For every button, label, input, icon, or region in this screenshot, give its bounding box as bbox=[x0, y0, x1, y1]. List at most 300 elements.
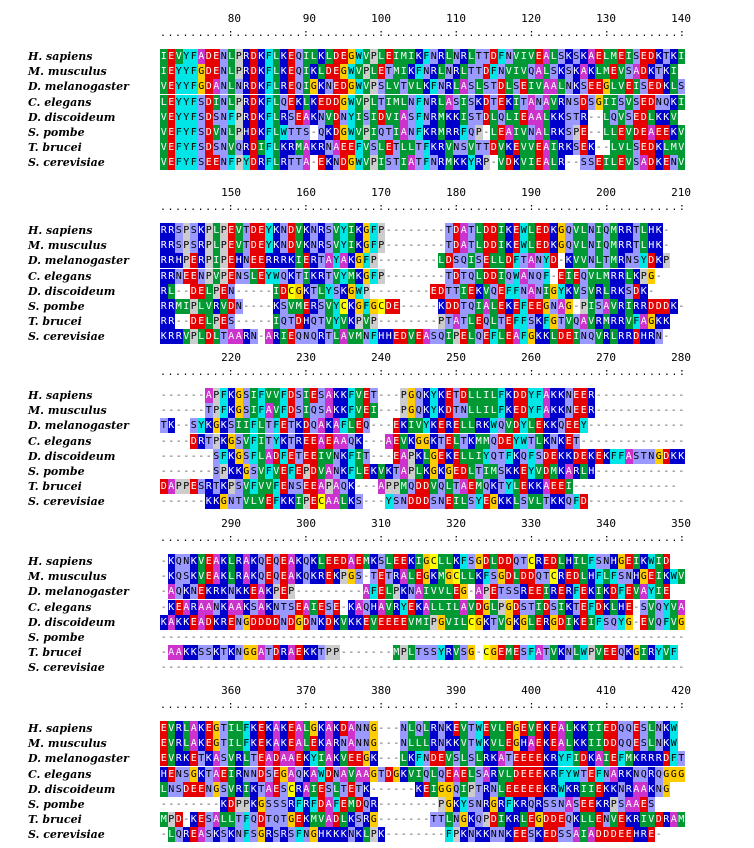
residue-cell: T bbox=[468, 66, 475, 78]
residue-cell: L bbox=[595, 66, 602, 78]
residue-cell: I bbox=[213, 255, 220, 267]
residue-cell: W bbox=[490, 420, 497, 432]
residue-cell: F bbox=[423, 157, 430, 169]
residue-cell: L bbox=[648, 738, 655, 750]
residue-cell: - bbox=[385, 814, 392, 826]
residue-cell: Y bbox=[183, 96, 190, 108]
residue-cell: I bbox=[640, 814, 647, 826]
residue-cell: K bbox=[310, 96, 317, 108]
residue-cell: N bbox=[655, 331, 662, 343]
residue-cell: D bbox=[340, 556, 347, 567]
sequence-row bbox=[160, 554, 670, 569]
residue-cell: N bbox=[220, 51, 227, 62]
residue-cell: S bbox=[265, 799, 272, 810]
residue-cell: F bbox=[190, 51, 197, 62]
residue-cell: E bbox=[498, 301, 505, 312]
residue-cell: L bbox=[648, 111, 655, 123]
residue-cell: D bbox=[273, 753, 280, 765]
residue-cell: K bbox=[543, 420, 550, 432]
residue-cell: G bbox=[438, 783, 445, 795]
residue-cell: A bbox=[303, 142, 310, 154]
residue-cell: D bbox=[543, 240, 550, 252]
residue-cell: S bbox=[550, 66, 557, 78]
residue-cell: S bbox=[378, 81, 385, 93]
residue-cell: - bbox=[505, 632, 512, 643]
sequence-row bbox=[160, 388, 685, 403]
residue-cell: A bbox=[295, 723, 302, 734]
residue-cell: K bbox=[580, 51, 587, 62]
residue-cell: - bbox=[160, 571, 167, 583]
residue-cell: R bbox=[318, 571, 325, 583]
residue-cell: F bbox=[505, 285, 512, 297]
residue-cell: T bbox=[288, 127, 295, 138]
residue-cell: - bbox=[340, 601, 347, 613]
residue-cell: P bbox=[205, 240, 212, 252]
ruler-tick-label: 140 bbox=[671, 12, 691, 25]
residue-cell: K bbox=[505, 142, 512, 154]
residue-cell: T bbox=[678, 753, 685, 765]
residue-cell: - bbox=[378, 723, 385, 734]
residue-cell: - bbox=[393, 255, 400, 267]
residue-cell: N bbox=[198, 270, 205, 282]
residue-cell: W bbox=[520, 435, 527, 447]
residue-cell: I bbox=[348, 240, 355, 252]
residue-cell: S bbox=[535, 450, 542, 462]
residue-cell: - bbox=[400, 225, 407, 236]
residue-cell: - bbox=[648, 466, 655, 477]
residue-cell: K bbox=[355, 616, 362, 628]
residue-cell: T bbox=[490, 81, 497, 93]
residue-cell: G bbox=[295, 616, 302, 628]
residue-cell: L bbox=[460, 571, 467, 583]
residue-cell: K bbox=[160, 331, 167, 343]
residue-cell: E bbox=[528, 301, 535, 312]
residue-cell: D bbox=[288, 405, 295, 417]
residue-cell: V bbox=[565, 316, 572, 328]
residue-cell: E bbox=[250, 255, 257, 267]
residue-cell: L bbox=[580, 225, 587, 236]
residue-cell: R bbox=[618, 225, 625, 236]
residue-cell: - bbox=[648, 632, 655, 643]
residue-cell: S bbox=[213, 466, 220, 477]
residue-cell: K bbox=[655, 111, 662, 123]
residue-cell: A bbox=[325, 466, 332, 477]
residue-cell: D bbox=[550, 556, 557, 567]
residue-cell: A bbox=[543, 157, 550, 169]
residue-cell: Q bbox=[363, 420, 370, 432]
residue-cell: E bbox=[468, 481, 475, 493]
residue-cell: D bbox=[483, 556, 490, 567]
residue-cell: K bbox=[220, 571, 227, 583]
alignment-block bbox=[0, 347, 754, 515]
residue-cell: R bbox=[235, 753, 242, 765]
residue-cell: T bbox=[415, 142, 422, 154]
residue-cell: K bbox=[648, 783, 655, 795]
ruler-tick-label: 130 bbox=[596, 12, 616, 25]
residue-cell: G bbox=[363, 225, 370, 236]
residue-cell: I bbox=[415, 556, 422, 567]
residue-cell: Q bbox=[490, 450, 497, 462]
residue-cell: R bbox=[438, 157, 445, 169]
residue-cell: - bbox=[190, 466, 197, 477]
residue-cell: R bbox=[498, 799, 505, 810]
residue-cell: R bbox=[318, 240, 325, 252]
residue-cell: H bbox=[648, 225, 655, 236]
sequence-row bbox=[160, 403, 685, 418]
residue-cell: - bbox=[670, 481, 677, 493]
residue-cell: - bbox=[355, 662, 362, 674]
residue-cell: E bbox=[648, 571, 655, 583]
residue-cell: Q bbox=[580, 270, 587, 282]
residue-cell: L bbox=[498, 783, 505, 795]
residue-cell: K bbox=[543, 753, 550, 765]
residue-cell: F bbox=[258, 405, 265, 417]
residue-cell: N bbox=[228, 586, 235, 598]
residue-cell: E bbox=[415, 331, 422, 343]
organism-label: C. elegans bbox=[28, 434, 92, 448]
residue-cell: E bbox=[550, 450, 557, 462]
residue-cell: N bbox=[175, 270, 182, 282]
residue-cell: E bbox=[595, 783, 602, 795]
residue-cell: N bbox=[228, 285, 235, 297]
residue-cell: S bbox=[588, 157, 595, 169]
residue-cell: D bbox=[303, 420, 310, 432]
residue-cell: - bbox=[438, 270, 445, 282]
residue-cell: R bbox=[265, 255, 272, 267]
residue-cell: - bbox=[603, 632, 610, 643]
residue-cell: E bbox=[228, 270, 235, 282]
residue-cell: A bbox=[228, 601, 235, 613]
residue-cell: E bbox=[640, 799, 647, 810]
residue-cell: Y bbox=[520, 420, 527, 432]
residue-cell: G bbox=[348, 571, 355, 583]
residue-cell: V bbox=[348, 331, 355, 343]
residue-cell: K bbox=[220, 435, 227, 447]
residue-cell: L bbox=[333, 331, 340, 343]
residue-cell: P bbox=[303, 466, 310, 477]
residue-cell: T bbox=[280, 814, 287, 826]
residue-cell: V bbox=[498, 768, 505, 780]
residue-cell: D bbox=[258, 616, 265, 628]
residue-cell: D bbox=[385, 768, 392, 780]
residue-cell: - bbox=[340, 632, 347, 643]
residue-cell: E bbox=[213, 157, 220, 169]
residue-cell: - bbox=[378, 390, 385, 401]
residue-cell: W bbox=[520, 240, 527, 252]
residue-cell: Q bbox=[280, 316, 287, 328]
residue-cell: E bbox=[265, 496, 272, 508]
residue-cell: E bbox=[325, 571, 332, 583]
residue-cell: - bbox=[655, 481, 662, 493]
residue-cell: V bbox=[340, 316, 347, 328]
residue-cell: K bbox=[558, 390, 565, 401]
residue-cell: E bbox=[348, 753, 355, 765]
residue-cell: V bbox=[288, 301, 295, 312]
residue-cell: N bbox=[558, 799, 565, 810]
residue-cell: V bbox=[295, 240, 302, 252]
residue-cell: - bbox=[400, 285, 407, 297]
residue-cell: M bbox=[160, 814, 167, 826]
residue-cell: R bbox=[595, 285, 602, 297]
residue-cell: - bbox=[678, 496, 685, 508]
residue-cell: W bbox=[513, 270, 520, 282]
residue-cell: D bbox=[483, 240, 490, 252]
residue-cell: E bbox=[198, 586, 205, 598]
residue-cell: G bbox=[648, 270, 655, 282]
residue-cell: E bbox=[475, 316, 482, 328]
residue-cell: M bbox=[295, 301, 302, 312]
residue-cell: K bbox=[573, 738, 580, 750]
residue-cell: Q bbox=[505, 270, 512, 282]
residue-cell: T bbox=[490, 96, 497, 108]
residue-cell: E bbox=[565, 331, 572, 343]
residue-cell: D bbox=[633, 127, 640, 138]
residue-cell: T bbox=[393, 157, 400, 169]
residue-cell: L bbox=[670, 81, 677, 93]
residue-cell: N bbox=[220, 127, 227, 138]
residue-cell: K bbox=[175, 616, 182, 628]
residue-cell: - bbox=[670, 405, 677, 417]
residue-cell: S bbox=[183, 571, 190, 583]
residue-cell: - bbox=[490, 157, 497, 169]
residue-cell: N bbox=[490, 783, 497, 795]
residue-cell: V bbox=[228, 783, 235, 795]
residue-cell: L bbox=[505, 768, 512, 780]
residue-cell: D bbox=[250, 240, 257, 252]
residue-cell: P bbox=[663, 255, 670, 267]
residue-cell: - bbox=[198, 496, 205, 508]
residue-cell: P bbox=[363, 127, 370, 138]
residue-cell: K bbox=[460, 829, 467, 841]
residue-cell: K bbox=[205, 586, 212, 598]
residue-cell: A bbox=[588, 829, 595, 841]
residue-cell: E bbox=[205, 738, 212, 750]
organism-label: D. melanogaster bbox=[28, 254, 129, 268]
residue-cell: E bbox=[378, 66, 385, 78]
residue-cell: - bbox=[603, 496, 610, 508]
residue-cell: L bbox=[603, 111, 610, 123]
residue-cell: F bbox=[535, 390, 542, 401]
residue-cell: A bbox=[423, 331, 430, 343]
residue-cell: F bbox=[190, 111, 197, 123]
residue-cell: F bbox=[505, 799, 512, 810]
residue-cell: - bbox=[385, 723, 392, 734]
residue-cell: L bbox=[385, 81, 392, 93]
residue-cell: T bbox=[393, 466, 400, 477]
residue-cell: - bbox=[198, 390, 205, 401]
residue-cell: R bbox=[558, 142, 565, 154]
residue-cell: E bbox=[580, 799, 587, 810]
residue-cell: G bbox=[505, 616, 512, 628]
residue-cell: E bbox=[400, 556, 407, 567]
residue-cell: R bbox=[430, 96, 437, 108]
residue-cell: I bbox=[543, 285, 550, 297]
residue-cell: P bbox=[483, 814, 490, 826]
residue-cell: F bbox=[423, 51, 430, 62]
residue-cell: A bbox=[445, 96, 452, 108]
residue-cell: S bbox=[468, 753, 475, 765]
residue-cell: I bbox=[423, 586, 430, 598]
residue-cell: F bbox=[220, 405, 227, 417]
residue-cell: - bbox=[408, 301, 415, 312]
residue-cell: I bbox=[475, 450, 482, 462]
organism-label: T. brucei bbox=[28, 480, 82, 494]
residue-cell: P bbox=[580, 301, 587, 312]
residue-cell: - bbox=[378, 496, 385, 508]
residue-cell: L bbox=[228, 814, 235, 826]
residue-cell: L bbox=[318, 285, 325, 297]
residue-cell: Q bbox=[310, 331, 317, 343]
position-ruler bbox=[160, 186, 720, 200]
residue-cell: - bbox=[663, 240, 670, 252]
residue-cell: T bbox=[543, 647, 550, 659]
residue-cell: - bbox=[288, 662, 295, 674]
residue-cell: L bbox=[228, 556, 235, 567]
residue-cell: N bbox=[625, 255, 632, 267]
residue-cell: R bbox=[475, 157, 482, 169]
residue-cell: - bbox=[640, 466, 647, 477]
residue-cell: T bbox=[445, 225, 452, 236]
residue-cell: K bbox=[670, 301, 677, 312]
residue-cell: - bbox=[603, 142, 610, 154]
residue-cell: R bbox=[168, 240, 175, 252]
residue-cell: Q bbox=[175, 556, 182, 567]
residue-cell: D bbox=[520, 390, 527, 401]
residue-cell: L bbox=[303, 738, 310, 750]
residue-cell: L bbox=[558, 81, 565, 93]
residue-cell: - bbox=[625, 466, 632, 477]
residue-cell: G bbox=[243, 647, 250, 659]
residue-cell: - bbox=[648, 662, 655, 674]
residue-cell: Q bbox=[273, 556, 280, 567]
residue-cell: R bbox=[445, 420, 452, 432]
residue-cell: - bbox=[610, 632, 617, 643]
residue-cell: L bbox=[468, 420, 475, 432]
sequence-row bbox=[160, 223, 670, 238]
residue-cell: V bbox=[678, 157, 685, 169]
residue-cell: I bbox=[528, 157, 535, 169]
residue-cell: R bbox=[235, 768, 242, 780]
sequence-row bbox=[160, 140, 685, 155]
ruler-tick-label: 110 bbox=[446, 12, 466, 25]
residue-cell: P bbox=[235, 66, 242, 78]
residue-cell: - bbox=[625, 420, 632, 432]
sequence-row bbox=[160, 155, 685, 170]
residue-cell: N bbox=[400, 723, 407, 734]
residue-cell: I bbox=[595, 586, 602, 598]
residue-cell: V bbox=[535, 466, 542, 477]
residue-cell: K bbox=[250, 783, 257, 795]
residue-cell: S bbox=[325, 783, 332, 795]
residue-cell: - bbox=[573, 301, 580, 312]
residue-cell: F bbox=[243, 829, 250, 841]
residue-cell: V bbox=[520, 127, 527, 138]
residue-cell: I bbox=[430, 783, 437, 795]
residue-cell: F bbox=[528, 450, 535, 462]
residue-cell: K bbox=[453, 556, 460, 567]
residue-cell: V bbox=[460, 738, 467, 750]
residue-cell: L bbox=[550, 157, 557, 169]
residue-cell: Q bbox=[318, 127, 325, 138]
residue-cell: E bbox=[295, 647, 302, 659]
residue-cell: T bbox=[655, 66, 662, 78]
residue-cell: A bbox=[265, 753, 272, 765]
residue-cell: V bbox=[520, 157, 527, 169]
residue-cell: L bbox=[378, 51, 385, 62]
residue-cell: K bbox=[483, 420, 490, 432]
residue-cell: I bbox=[445, 331, 452, 343]
residue-cell: - bbox=[183, 435, 190, 447]
residue-cell: E bbox=[640, 142, 647, 154]
residue-cell: M bbox=[603, 316, 610, 328]
residue-cell: S bbox=[490, 571, 497, 583]
residue-cell: L bbox=[490, 316, 497, 328]
residue-cell: I bbox=[318, 450, 325, 462]
sequence-row bbox=[160, 584, 670, 599]
residue-cell: E bbox=[580, 601, 587, 613]
residue-cell: E bbox=[333, 601, 340, 613]
residue-cell: F bbox=[265, 127, 272, 138]
residue-cell: V bbox=[648, 601, 655, 613]
residue-cell: - bbox=[678, 420, 685, 432]
residue-cell: D bbox=[498, 435, 505, 447]
residue-cell: S bbox=[573, 142, 580, 154]
ruler-dots: .........:.........:.........:.........:.........:.........:.........: bbox=[160, 700, 687, 711]
residue-cell: K bbox=[205, 753, 212, 765]
residue-cell: K bbox=[438, 405, 445, 417]
residue-cell: E bbox=[505, 723, 512, 734]
residue-cell: C bbox=[430, 556, 437, 567]
residue-cell: - bbox=[220, 662, 227, 674]
residue-cell: T bbox=[243, 225, 250, 236]
residue-cell: Q bbox=[280, 96, 287, 108]
residue-cell: R bbox=[618, 255, 625, 267]
residue-cell: E bbox=[168, 127, 175, 138]
residue-cell: L bbox=[580, 571, 587, 583]
residue-cell: V bbox=[348, 768, 355, 780]
residue-cell: V bbox=[243, 496, 250, 508]
residue-cell: K bbox=[295, 96, 302, 108]
residue-cell: H bbox=[648, 240, 655, 252]
residue-cell: R bbox=[595, 316, 602, 328]
residue-cell: - bbox=[610, 390, 617, 401]
residue-cell: L bbox=[198, 301, 205, 312]
residue-cell: E bbox=[228, 240, 235, 252]
residue-cell: G bbox=[618, 556, 625, 567]
residue-cell: N bbox=[550, 301, 557, 312]
residue-cell: A bbox=[363, 586, 370, 598]
residue-cell: T bbox=[295, 127, 302, 138]
residue-cell: E bbox=[558, 586, 565, 598]
residue-cell: - bbox=[385, 285, 392, 297]
residue-cell: N bbox=[363, 331, 370, 343]
residue-cell: S bbox=[243, 270, 250, 282]
residue-cell: - bbox=[618, 662, 625, 674]
residue-cell: - bbox=[670, 390, 677, 401]
residue-cell: T bbox=[400, 81, 407, 93]
residue-cell: M bbox=[490, 466, 497, 477]
residue-cell: S bbox=[640, 723, 647, 734]
residue-cell: T bbox=[363, 450, 370, 462]
residue-cell: K bbox=[573, 723, 580, 734]
residue-cell: E bbox=[363, 466, 370, 477]
residue-cell: Y bbox=[175, 81, 182, 93]
residue-cell: D bbox=[250, 127, 257, 138]
residue-cell: K bbox=[678, 450, 685, 462]
residue-cell: Y bbox=[475, 496, 482, 508]
residue-cell: S bbox=[265, 768, 272, 780]
residue-cell: S bbox=[333, 285, 340, 297]
